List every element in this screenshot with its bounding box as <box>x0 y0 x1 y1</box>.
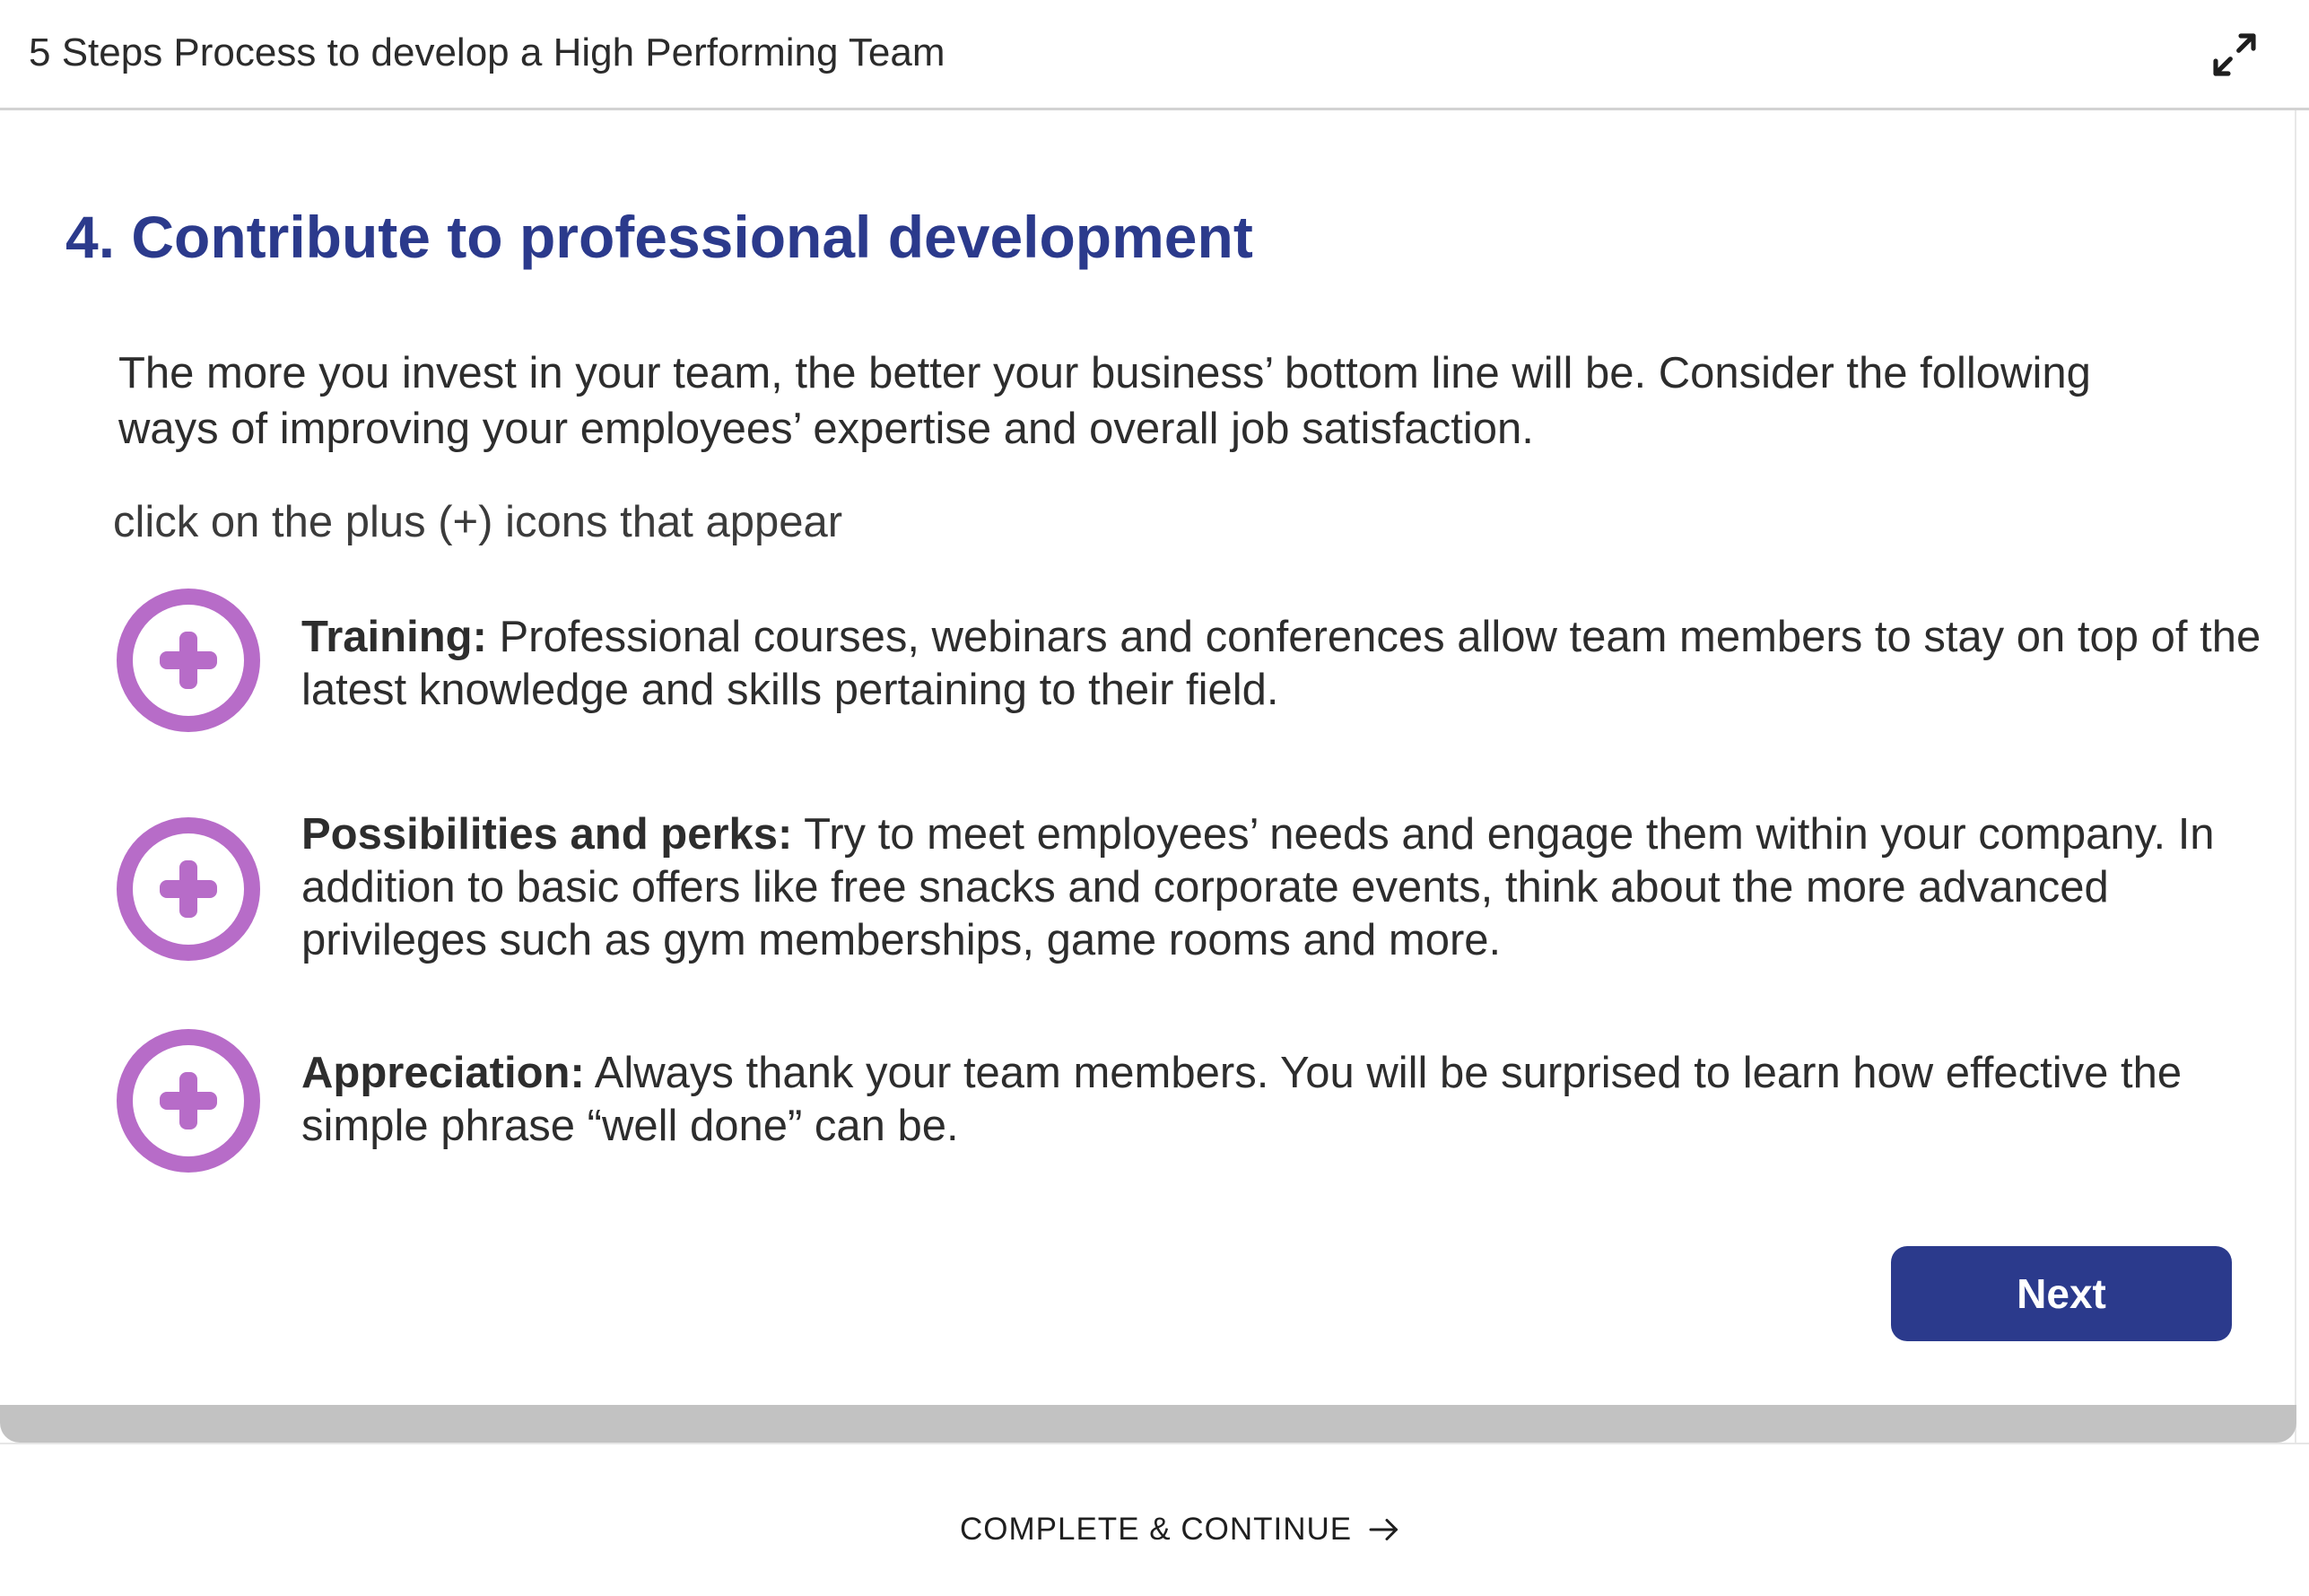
instruction-hint: click on the plus (+) icons that appear <box>113 498 843 546</box>
expand-button[interactable] <box>2205 25 2264 84</box>
slide-frame-bottom-bar <box>0 1405 2296 1443</box>
item-term: Training: <box>301 613 487 661</box>
plus-icon[interactable] <box>117 817 260 961</box>
next-button[interactable]: Next <box>1891 1246 2232 1341</box>
expand-icon <box>2209 30 2260 80</box>
lesson-title: 5 Steps Process to develop a High Performing Team <box>29 31 945 74</box>
list-item-possibilities-perks <box>117 810 2215 964</box>
lesson-header <box>0 0 2309 110</box>
slide-frame <box>0 110 2296 1443</box>
complete-continue-label: COMPLETE & CONTINUE <box>960 1512 1353 1547</box>
item-term: Appreciation: <box>301 1049 585 1097</box>
arrow-right-icon <box>1368 1516 1400 1543</box>
item-text <box>301 808 2275 967</box>
slide-intro-text: The more you invest in your team, the better your business’ bottom line will be. Consider the following ways of improving your employees’ expertise and overall job satisfaction. <box>118 349 2091 453</box>
plus-icon[interactable] <box>117 589 260 732</box>
plus-icon[interactable] <box>117 1029 260 1173</box>
list-item-training <box>117 589 2261 732</box>
item-description: Try to meet employees’ needs and engage them within your company. In addition to basic offers like free snacks and corporate events, think about the more advanced privileges such as gym memberships, game rooms and more. <box>301 810 2215 964</box>
item-term: Possibilities and perks: <box>301 810 793 859</box>
item-text <box>301 611 2275 717</box>
item-text <box>301 1047 2275 1153</box>
slide-heading: 4. Contribute to professional development <box>65 204 1253 270</box>
footer-divider <box>0 1443 2309 1444</box>
item-description: Professional courses, webinars and conferences allow team members to stay on top of the latest knowledge and skills pertaining to their field. <box>301 613 2261 714</box>
complete-continue-button[interactable] <box>960 1510 1400 1549</box>
item-description: Always thank your team members. You will be surprised to learn how effective the simple phrase “well done” can be. <box>301 1049 2183 1150</box>
list-item-appreciation <box>117 1029 2207 1173</box>
